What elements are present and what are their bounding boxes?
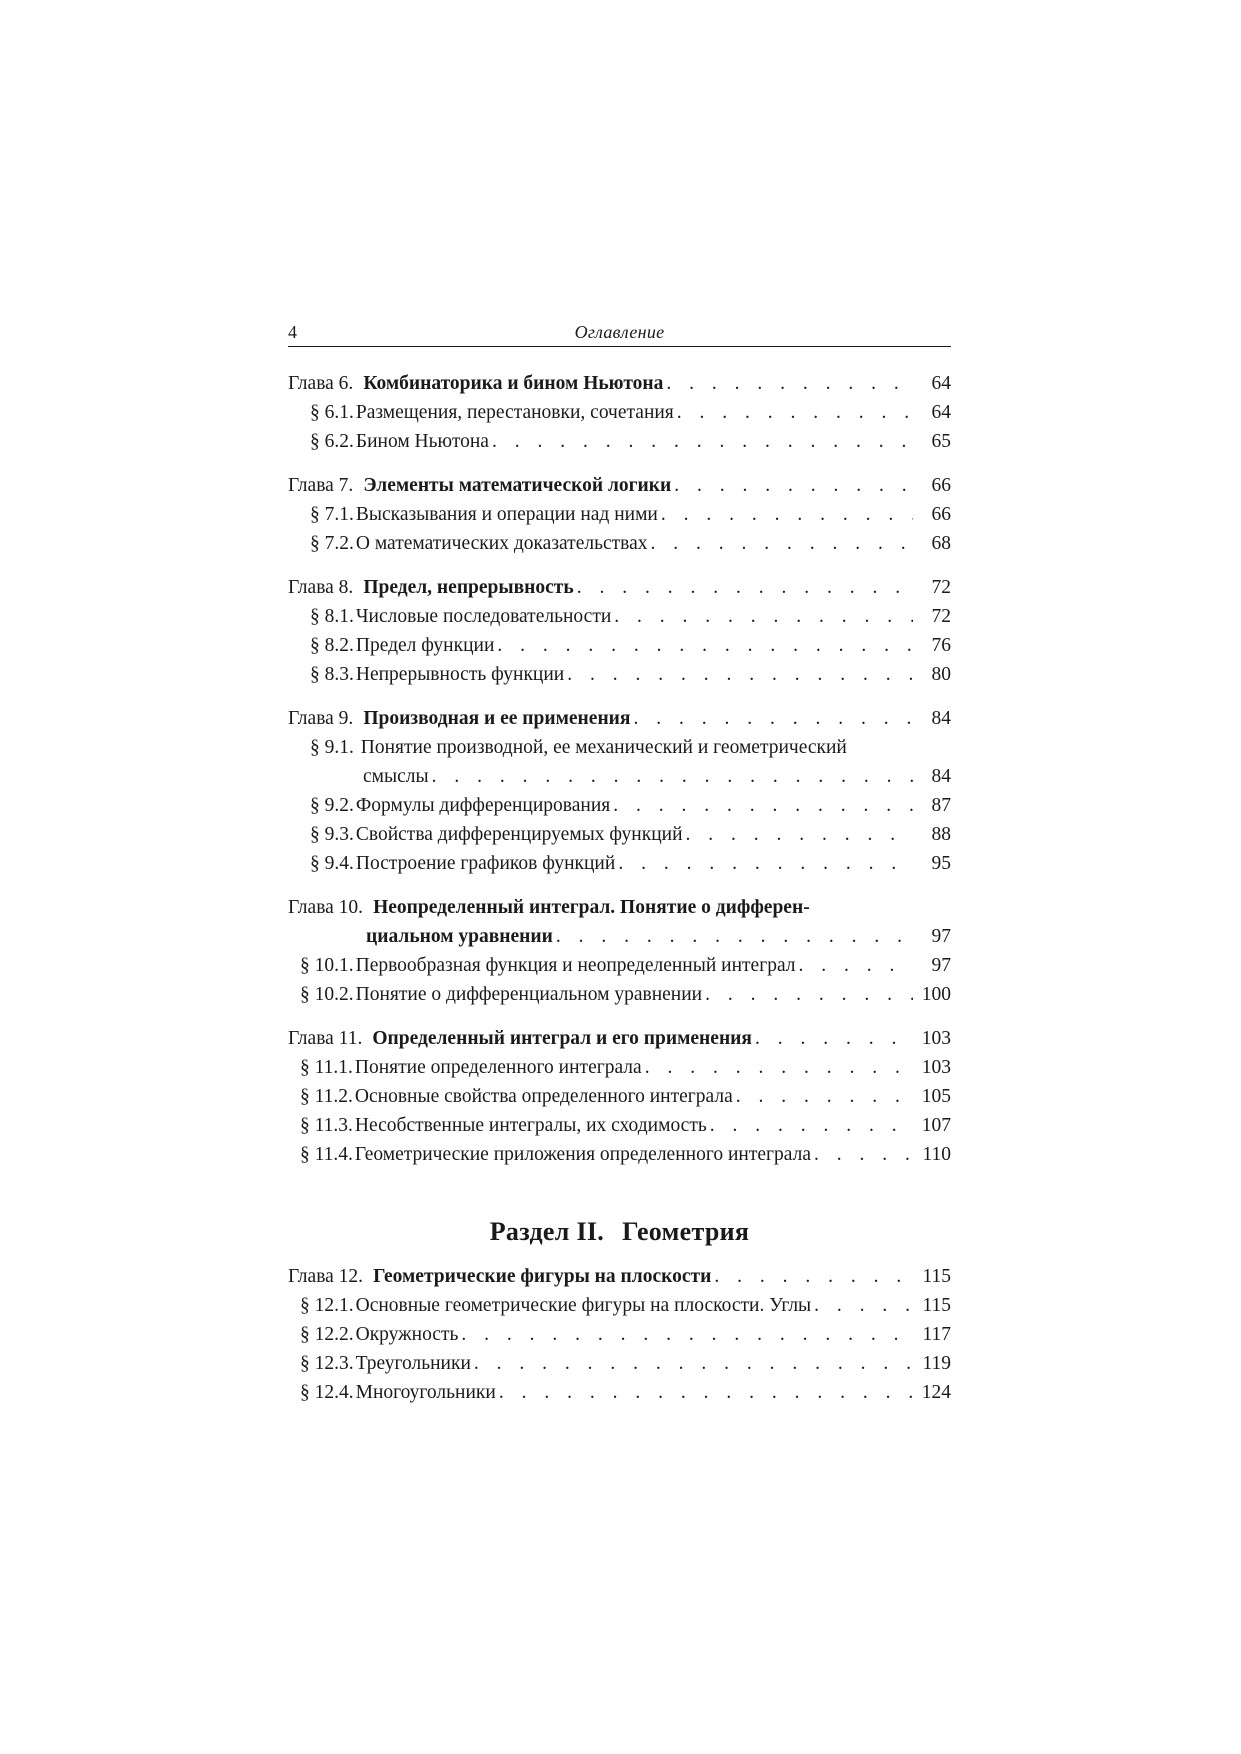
toc-section-entry[interactable] — [288, 1111, 951, 1140]
chapter-page: 64 — [931, 373, 951, 394]
toc-section-entry[interactable] — [288, 791, 951, 820]
part-label: Раздел II. — [489, 1217, 605, 1246]
toc-section-entry[interactable] — [288, 980, 951, 1009]
section-label: § 11.1. — [300, 1057, 353, 1078]
toc-chapter-entry[interactable] — [288, 893, 951, 951]
chapter-page: 115 — [922, 1266, 951, 1287]
dot-leader — [677, 398, 913, 427]
chapter-label: Глава 9. — [288, 708, 354, 729]
running-head — [288, 322, 951, 347]
toc-page — [288, 322, 951, 1407]
chapter-label: Глава 8. — [288, 577, 354, 598]
dot-leader — [645, 1053, 913, 1082]
section-label: § 6.2. — [310, 431, 354, 452]
section-title: Высказывания и операции над ними — [355, 504, 658, 525]
section-title: Первообразная функция и неопределенный интеграл — [355, 955, 796, 976]
section-page: 80 — [931, 664, 951, 685]
dot-leader — [613, 791, 913, 820]
section-label: § 9.3. — [310, 824, 354, 845]
chapter-title-line1: Неопределенный интеграл. Понятие о дифферен- — [373, 897, 810, 918]
dot-leader — [633, 704, 913, 733]
chapter-8 — [288, 573, 951, 689]
section-page: 95 — [931, 853, 951, 874]
running-title: Оглавление — [574, 322, 665, 342]
toc-section-entry[interactable] — [288, 951, 951, 980]
toc-section-entry[interactable] — [288, 529, 951, 558]
chapter-first-line — [288, 893, 951, 922]
section-title: Предел функции — [355, 635, 495, 656]
dot-leader — [618, 849, 913, 878]
toc-section-entry[interactable] — [288, 1378, 951, 1407]
dot-leader — [432, 762, 913, 791]
toc-section-entry[interactable] — [288, 733, 951, 791]
section-label: § 12.2. — [300, 1324, 354, 1345]
dot-leader — [736, 1082, 913, 1111]
dot-leader — [461, 1320, 913, 1349]
section-label: § 10.2. — [300, 984, 354, 1005]
section-label: § 12.1. — [300, 1295, 354, 1316]
section-page: 66 — [931, 504, 951, 525]
section-title: Формулы дифференцирования — [355, 795, 611, 816]
toc-section-entry[interactable] — [288, 1349, 951, 1378]
dot-leader — [567, 660, 913, 689]
section-title: Понятие о дифференциальном уравнении — [355, 984, 703, 1005]
toc-section-entry[interactable] — [288, 398, 951, 427]
dot-leader — [499, 1378, 913, 1407]
section-label: § 8.3. — [310, 664, 354, 685]
toc-chapter-entry[interactable] — [288, 1262, 951, 1291]
section-page: 76 — [931, 635, 951, 656]
toc-section-entry[interactable] — [288, 660, 951, 689]
section-label: § 12.3. — [300, 1353, 354, 1374]
chapter-12 — [288, 1262, 951, 1407]
toc-section-entry[interactable] — [288, 500, 951, 529]
section-page: 119 — [922, 1353, 951, 1374]
dot-leader — [497, 631, 913, 660]
section-title: Непрерывность функции — [355, 664, 565, 685]
chapter-label: Глава 12. — [288, 1266, 364, 1287]
section-page: 124 — [921, 1382, 951, 1403]
dot-leader — [577, 573, 913, 602]
section-page: 105 — [921, 1086, 951, 1107]
section-page: 87 — [931, 795, 951, 816]
dot-leader — [686, 820, 914, 849]
chapter-title: Предел, непрерывность — [363, 577, 574, 598]
dot-leader — [799, 951, 913, 980]
chapter-11 — [288, 1024, 951, 1169]
toc-section-entry[interactable] — [288, 1082, 951, 1111]
section-page: 84 — [931, 766, 951, 787]
dot-leader — [651, 529, 913, 558]
chapter-9 — [288, 704, 951, 878]
section-page: 88 — [931, 824, 951, 845]
page-number: 4 — [288, 322, 297, 342]
section-label: § 11.3. — [300, 1115, 353, 1136]
chapter-6 — [288, 369, 951, 456]
chapter-title: Определенный интеграл и его применения — [372, 1028, 752, 1049]
section-title: Многоугольники — [355, 1382, 496, 1403]
toc-chapter-entry[interactable] — [288, 369, 951, 398]
section-page: 97 — [931, 955, 951, 976]
table-of-contents — [288, 369, 951, 1407]
chapter-page: 97 — [931, 926, 951, 947]
section-label: § 11.4. — [300, 1144, 353, 1165]
dot-leader — [492, 427, 913, 456]
chapter-7 — [288, 471, 951, 558]
chapter-page: 72 — [931, 577, 951, 598]
chapter-title: Элементы математической логики — [363, 475, 672, 496]
chapter-page: 103 — [921, 1028, 951, 1049]
dot-leader — [666, 369, 913, 398]
section-title: Основные свойства определенного интеграла — [354, 1086, 733, 1107]
toc-chapter-entry[interactable] — [288, 573, 951, 602]
section-title: Несобственные интегралы, их сходимость — [354, 1115, 707, 1136]
dot-leader — [614, 602, 913, 631]
chapter-10 — [288, 893, 951, 1009]
section-page: 64 — [931, 402, 951, 423]
chapter-title: Производная и ее применения — [363, 708, 631, 729]
section-page: 110 — [922, 1144, 951, 1165]
section-label: § 9.2. — [310, 795, 354, 816]
chapter-label: Глава 6. — [288, 373, 354, 394]
section-page: 100 — [921, 984, 951, 1005]
section-title: Построение графиков функций — [355, 853, 616, 874]
dot-leader — [755, 1024, 913, 1053]
section-label: § 8.2. — [310, 635, 354, 656]
section-page: 103 — [921, 1057, 951, 1078]
section-title: Размещения, перестановки, сочетания — [355, 402, 674, 423]
section-page: 65 — [931, 431, 951, 452]
toc-section-entry[interactable] — [288, 427, 951, 456]
section-label: § 9.4. — [310, 853, 354, 874]
chapter-label: Глава 10. — [288, 897, 364, 918]
section-title-line2: смыслы — [363, 766, 429, 787]
section-title: О математических доказательствах — [355, 533, 648, 554]
section-title-line1: Понятие производной, ее механический и геометрический — [360, 737, 847, 758]
dot-leader — [814, 1291, 913, 1320]
chapter-label: Глава 7. — [288, 475, 354, 496]
chapter-page: 66 — [931, 475, 951, 496]
section-title: Треугольники — [355, 1353, 471, 1374]
dot-leader — [474, 1349, 913, 1378]
chapter-title: Комбинаторика и бином Ньютона — [363, 373, 664, 394]
section-label: § 6.1. — [310, 402, 354, 423]
part-title: Геометрия — [622, 1217, 750, 1246]
dot-leader — [705, 980, 913, 1009]
toc-chapter-entry[interactable] — [288, 471, 951, 500]
section-page: 72 — [931, 606, 951, 627]
section-label: § 10.1. — [300, 955, 354, 976]
section-page: 115 — [922, 1295, 951, 1316]
section-title: Геометрические приложения определенного интеграла — [354, 1144, 811, 1165]
chapter-continuation — [288, 922, 951, 951]
toc-section-entry[interactable] — [288, 849, 951, 878]
section-first-line — [288, 733, 951, 762]
toc-section-entry[interactable] — [288, 1291, 951, 1320]
dot-leader — [661, 500, 913, 529]
section-title: Окружность — [355, 1324, 459, 1345]
part-heading — [288, 1217, 951, 1246]
section-title: Числовые последовательности — [355, 606, 612, 627]
section-title: Бином Ньютона — [355, 431, 489, 452]
chapter-page: 84 — [931, 708, 951, 729]
dot-leader — [556, 922, 913, 951]
toc-chapter-entry[interactable] — [288, 1024, 951, 1053]
section-title: Понятие определенного интеграла — [354, 1057, 642, 1078]
section-title: Основные геометрические фигуры на плоскости. Углы — [355, 1295, 812, 1316]
section-label: § 12.4. — [300, 1382, 354, 1403]
section-label: § 7.1. — [310, 504, 354, 525]
dot-leader — [814, 1140, 913, 1169]
section-label: § 11.2. — [300, 1086, 353, 1107]
section-page: 68 — [931, 533, 951, 554]
toc-section-entry[interactable] — [288, 1320, 951, 1349]
toc-section-entry[interactable] — [288, 820, 951, 849]
section-continuation — [288, 762, 951, 791]
section-title: Свойства дифференцируемых функций — [355, 824, 683, 845]
chapter-title: Геометрические фигуры на плоскости — [373, 1266, 712, 1287]
section-page: 107 — [921, 1115, 951, 1136]
dot-leader — [710, 1111, 913, 1140]
toc-section-entry[interactable] — [288, 631, 951, 660]
section-label: § 8.1. — [310, 606, 354, 627]
toc-section-entry[interactable] — [288, 1140, 951, 1169]
section-page: 117 — [922, 1324, 951, 1345]
toc-section-entry[interactable] — [288, 1053, 951, 1082]
section-label: § 7.2. — [310, 533, 354, 554]
toc-chapter-entry[interactable] — [288, 704, 951, 733]
toc-section-entry[interactable] — [288, 602, 951, 631]
chapter-title-line2: циальном уравнении — [366, 926, 553, 947]
chapter-label: Глава 11. — [288, 1028, 363, 1049]
dot-leader — [714, 1262, 913, 1291]
dot-leader — [674, 471, 913, 500]
section-label: § 9.1. — [310, 737, 354, 758]
